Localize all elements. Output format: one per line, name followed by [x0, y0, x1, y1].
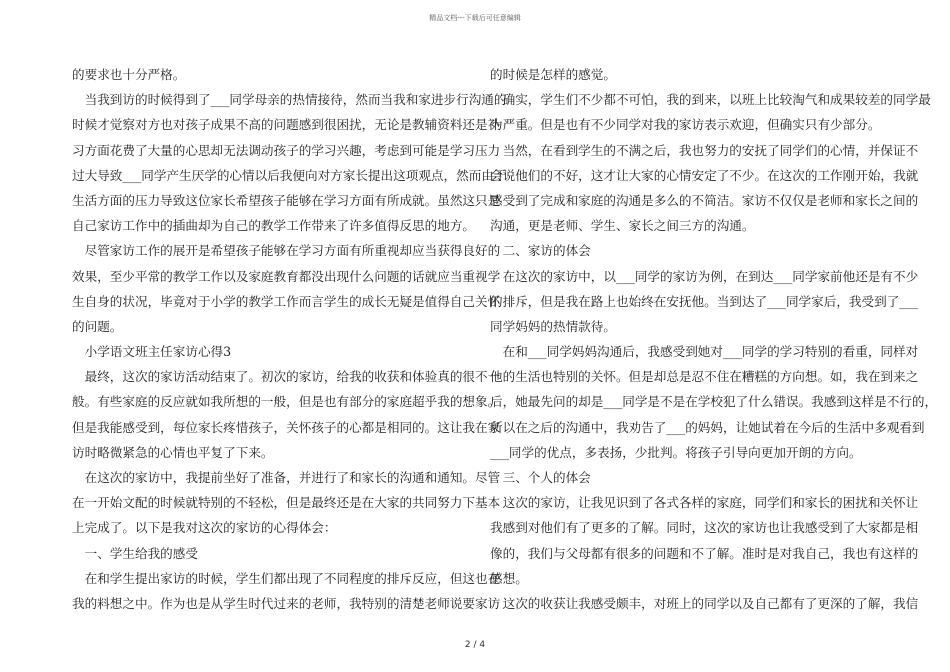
text-line: 我感到对他们有了更多的了解。同时，这次的家访也让我感受到了大家都是相	[490, 520, 919, 536]
text-line: 的时候是怎样的感觉。	[490, 67, 616, 82]
text-line: 最终，这次的家访活动结束了。初次的家访，给我的收获和体验真的很不一	[72, 369, 501, 385]
text-line: 所以在之后的沟通中，我劝告了___的妈妈，让她试着在今后的生活中多观看到	[490, 419, 925, 435]
text-line: 当然，在看到学生的不满之后，我也努力的安抚了同学们的心情，并保证不	[490, 142, 919, 158]
text-line: 沟通，更是老师、学生、家长之间三方的沟通。	[490, 218, 755, 234]
text-line: 当我到访的时候得到了___同学母亲的热情接待，然而当我和家进步行沟通的	[72, 92, 507, 108]
text-line: 习方面花费了大量的心思却无法调动孩子的学习兴趣，考虑到可能是学习压力	[72, 142, 501, 158]
text-line: 自己家访工作中的插曲却为自己的教学工作带来了许多值得反思的地方。	[72, 218, 475, 234]
page-number: 2 / 4	[464, 640, 486, 650]
text-line: 的要求也十分严格。	[72, 67, 186, 82]
text-line: 三、个人的体会	[490, 470, 591, 485]
left-text-column	[72, 62, 507, 616]
text-line: 的排斥，但是我在路上也始终在安抚他。当到达了___同学家后，我受到了___	[490, 293, 919, 309]
page-header: 精品文档---下载后可任意编辑	[429, 14, 521, 22]
text-line: 但是我能感受到，每位家长疼惜孩子，关怀孩子的心都是相同的。这让我在家	[72, 419, 501, 435]
text-line: 小学语文班主任家访心得3	[72, 344, 232, 360]
text-line: 我的料想之中。作为也是从学生时代过来的老师，我特别的清楚老师说要家访	[72, 595, 501, 611]
text-line: 时候才觉察对方也对孩子成果不高的问题感到很困扰，无论是教辅资料还是补	[72, 117, 501, 133]
text-line: 二、家访的体会	[490, 243, 591, 259]
text-line: 尽管家访工作的展开是希望孩子能够在学习方面有所重视却应当获得良好的	[72, 243, 501, 259]
text-line: 的问题。	[72, 318, 123, 334]
text-line: 在和学生提出家访的时候，学生们都出现了不同程度的排斥反应，但这也在	[72, 570, 501, 586]
text-line: 在一开始文配的时候就特别的不轻松，但是最终还是在大家的共同努力下基本	[72, 495, 501, 511]
text-line: ___同学的优点，多表扬，少批判。将孩子引导向更加开朗的方向。	[490, 444, 862, 460]
text-line: 为严重。但是也有不少同学对我的家访表示欢迎，但确实只有少部分。	[490, 117, 881, 133]
text-line: 在这次的家访中，我提前坐好了准备，并进行了和家长的沟通和通知。尽管	[72, 470, 501, 485]
text-line: 一、学生给我的感受	[72, 545, 198, 561]
text-line: 同学妈妈的热情款待。	[490, 318, 616, 334]
text-line: 这次的家访，让我见识到了各式各样的家庭，同学们和家长的困扰和关怀让	[490, 495, 919, 511]
text-line: 效果，至少平常的教学工作以及家庭教育都没出现什么问题的话就应当重视学	[72, 268, 501, 284]
text-line: 会说他们的不好，这才让大家的心情安定了不少。在这次的工作刚开始，我就	[490, 167, 919, 183]
right-text-column	[490, 62, 938, 616]
text-line: 生自身的状况，毕竟对于小学的教学工作而言学生的成长无疑是值得自己关怀	[72, 293, 501, 309]
text-line: 生活方面的压力导致这位家长希望孩子能够在学习方面有所成就。虽然这只是	[72, 192, 501, 208]
text-line: 过大导致___同学产生厌学的心情以后我便向对方家长提出这项观点，然而由于	[72, 167, 507, 183]
text-line: 般。有些家庭的反应就如我所想的一般，但是也有部分的家庭超乎我的想象。	[72, 394, 501, 410]
text-line: 访时略微紧急的心情也平复了下来。	[72, 444, 274, 460]
text-line: 后，她最先问的却是___同学是不是在学校犯了什么错误。我感到这样是不行的，	[490, 394, 938, 410]
text-line: 上完成了。以下是我对这次的家访的心得体会：	[72, 520, 337, 536]
text-line: 感受到了完成和家庭的沟通是多么的不简洁。家访不仅仅是老师和家长之间的	[490, 192, 919, 208]
text-line: 在这次的家访中，以___同学的家访为例，在到达___同学家前他还是有不少	[490, 268, 919, 284]
text-line: 像的，我们与父母都有很多的问题和不了解。准时是对我自己，我也有这样的	[490, 545, 919, 561]
text-line: 在和___同学妈妈沟通后，我感受到她对___同学的学习特别的看重，同样对	[490, 344, 919, 360]
text-line: 他的生活也特别的关怀。但是却总是忍不住在糟糕的方向想。如，我在到来之	[490, 369, 919, 385]
text-line: 感想。	[490, 570, 528, 586]
text-line: 这次的收获让我感受颇丰，对班上的同学以及自己都有了更深的了解，我信	[490, 595, 919, 611]
text-line: 确实，学生们不少都不可怕，我的到来，以班上比较淘气和成果较差的同学最	[490, 92, 931, 108]
